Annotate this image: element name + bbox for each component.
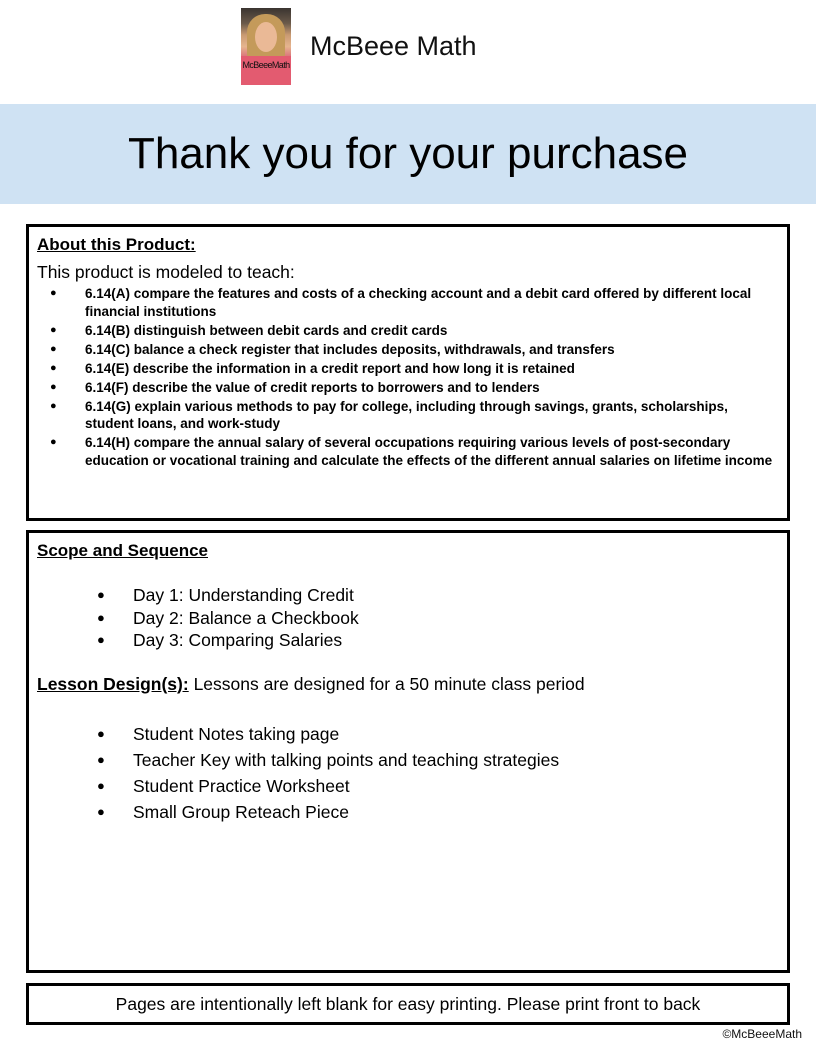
bullet-icon: ● — [97, 609, 105, 625]
list-item — [37, 341, 779, 359]
about-product-box — [26, 224, 790, 521]
page-title: Thank you for your purchase — [127, 129, 689, 178]
design-text: Student Notes taking page — [133, 723, 340, 744]
standards-list — [37, 285, 779, 469]
design-text: Teacher Key with talking points and teaching strategies — [133, 749, 560, 770]
scope-sequence-box — [26, 530, 790, 973]
bullet-icon: ● — [50, 287, 57, 299]
day-text: Day 3: Comparing Salaries — [133, 630, 343, 650]
list-item — [37, 434, 779, 469]
print-note-box — [26, 983, 790, 1025]
bullet-icon: ● — [97, 725, 105, 741]
title-banner — [0, 104, 816, 204]
list-item — [37, 721, 779, 747]
avatar-face — [255, 22, 277, 52]
design-text: Student Practice Worksheet — [133, 775, 350, 796]
copyright: ©McBeeeMath — [722, 1027, 802, 1041]
standard-text: 6.14(F) describe the value of credit reports to borrowers and to lenders — [85, 379, 540, 395]
print-note: Pages are intentionally left blank for easy printing. Please print front to back — [115, 993, 701, 1014]
list-item — [37, 398, 779, 433]
about-heading: About this Product: — [37, 235, 196, 254]
design-text: Small Group Reteach Piece — [133, 801, 349, 822]
day-text: Day 1: Understanding Credit — [133, 585, 354, 605]
avatar-label: McBeeeMath — [242, 59, 290, 70]
bullet-icon: ● — [50, 361, 57, 374]
header — [241, 7, 477, 85]
list-item — [37, 629, 779, 652]
bullet-icon: ● — [50, 380, 57, 393]
scope-heading: Scope and Sequence — [37, 541, 208, 560]
lesson-design-line — [37, 674, 779, 695]
list-item — [37, 322, 779, 340]
bullet-icon: ● — [97, 632, 105, 647]
designs-list — [37, 721, 779, 825]
list-item — [37, 360, 779, 378]
list-item — [37, 584, 779, 607]
lesson-design-text: Lessons are designed for a 50 minute class period — [188, 673, 585, 694]
bullet-icon: ● — [50, 399, 57, 412]
list-item — [37, 285, 779, 320]
list-item — [37, 379, 779, 397]
bullet-icon: ● — [50, 342, 57, 355]
avatar — [241, 8, 291, 85]
bullet-icon: ● — [97, 751, 105, 767]
standard-text: 6.14(B) distinguish between debit cards and credit cards — [85, 322, 448, 338]
list-item — [37, 747, 779, 773]
standard-text: 6.14(C) balance a check register that includes deposits, withdrawals, and transfers — [85, 341, 615, 357]
day-text: Day 2: Balance a Checkbook — [133, 607, 359, 628]
standard-text: 6.14(A) compare the features and costs of a checking account and a debit card offered by different local financial institutions — [85, 286, 752, 319]
lesson-design-heading: Lesson Design(s): — [37, 673, 189, 694]
bullet-icon: ● — [97, 777, 105, 793]
list-item — [37, 799, 779, 825]
list-item — [37, 773, 779, 799]
standard-text: 6.14(E) describe the information in a credit report and how long it is retained — [85, 360, 575, 376]
brand-name: McBeee Math — [310, 30, 477, 61]
bullet-icon: ● — [97, 587, 105, 602]
list-item — [37, 607, 779, 630]
standard-text: 6.14(G) explain various methods to pay for college, including through savings, grants, scholarships, student loans, and work-study — [85, 398, 728, 431]
bullet-icon: ● — [50, 323, 57, 336]
bullet-icon: ● — [50, 436, 57, 448]
standard-text: 6.14(H) compare the annual salary of several occupations requiring various levels of post-secondary education or vocational training and calculate the effects of the different annual salaries on lifetime income — [85, 435, 773, 468]
about-intro: This product is modeled to teach: — [37, 262, 295, 282]
bullet-icon: ● — [97, 803, 105, 819]
days-list — [37, 584, 779, 652]
